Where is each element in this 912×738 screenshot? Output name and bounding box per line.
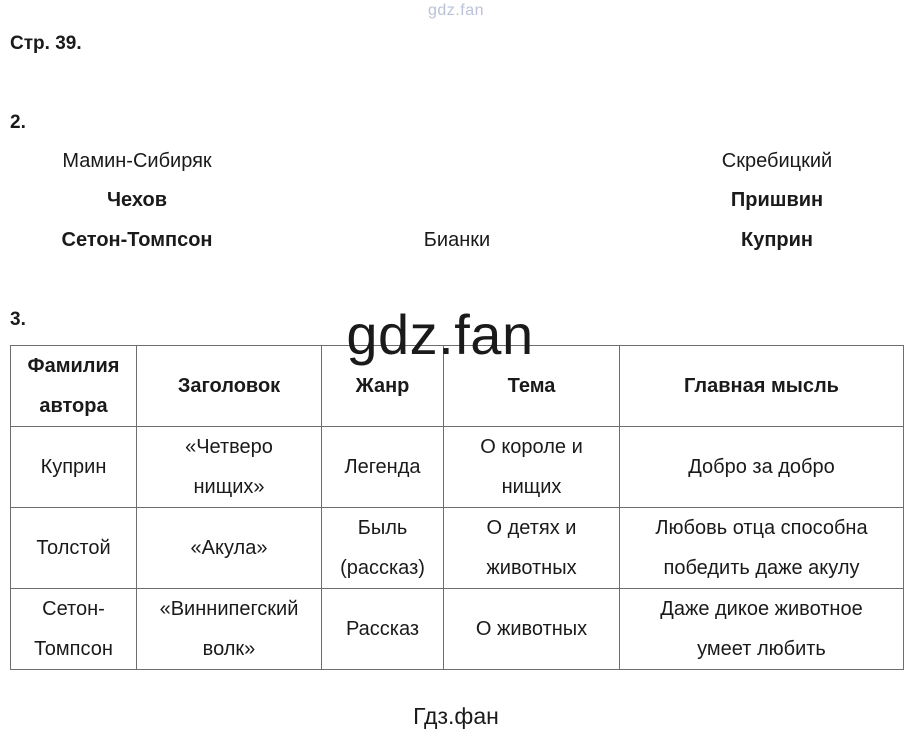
cell-genre: Рассказ bbox=[322, 589, 444, 670]
table-row bbox=[11, 427, 904, 508]
header-title: Заголовок bbox=[137, 346, 322, 427]
header-main-idea: Главная мысль bbox=[620, 346, 904, 427]
table-row bbox=[11, 508, 904, 589]
author-skrebitsky: Скребицкий bbox=[721, 150, 833, 172]
header-genre: Жанр bbox=[322, 346, 444, 427]
cell-genre: Быль (рассказ) bbox=[322, 508, 444, 589]
cell-main-idea: Любовь отца способна победить даже акулу bbox=[620, 508, 904, 589]
cell-genre: Легенда bbox=[322, 427, 444, 508]
cell-main-idea: Добро за добро bbox=[620, 427, 904, 508]
cell-title: «Четверо нищих» bbox=[137, 427, 322, 508]
author-bianki: Бианки bbox=[423, 229, 491, 251]
task-3-number: 3. bbox=[10, 309, 26, 330]
watermark-middle: gdz.fan bbox=[346, 303, 534, 366]
cell-author: Куприн bbox=[11, 427, 137, 508]
table-row bbox=[11, 589, 904, 670]
author-mamin-sibiryak: Мамин-Сибиряк bbox=[62, 150, 212, 172]
cell-title: «Акула» bbox=[137, 508, 322, 589]
cell-main-idea: Даже дикое животное умеет любить bbox=[620, 589, 904, 670]
author-kuprin: Куприн bbox=[740, 229, 814, 251]
header-theme: Тема bbox=[444, 346, 620, 427]
cell-theme: О детях и животных bbox=[444, 508, 620, 589]
author-chekhov: Чехов bbox=[106, 189, 168, 211]
author-seton-thompson: Сетон-Томпсон bbox=[61, 229, 213, 251]
cell-author: Толстой bbox=[11, 508, 137, 589]
watermark-bottom: Гдз.фан bbox=[413, 703, 499, 729]
cell-theme: О короле и нищих bbox=[444, 427, 620, 508]
cell-author: Сетон- Томпсон bbox=[11, 589, 137, 670]
cell-theme: О животных bbox=[444, 589, 620, 670]
task-2-number: 2. bbox=[10, 112, 26, 133]
literature-table bbox=[10, 345, 904, 670]
author-prishvin: Пришвин bbox=[730, 189, 824, 211]
page-reference: Стр. 39. bbox=[10, 33, 82, 54]
watermark-top: gdz.fan bbox=[428, 2, 484, 19]
header-author: Фамилия автора bbox=[11, 346, 137, 427]
cell-title: «Виннипегский волк» bbox=[137, 589, 322, 670]
